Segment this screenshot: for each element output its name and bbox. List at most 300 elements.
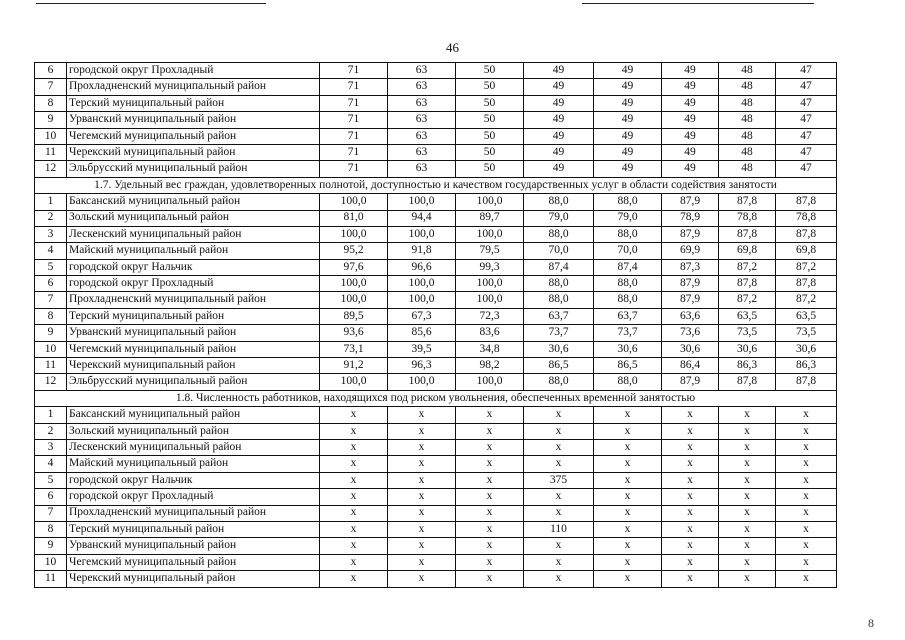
value-cell: 47 xyxy=(776,79,837,95)
value-cell: 47 xyxy=(776,63,837,79)
row-number: 6 xyxy=(35,63,67,79)
table-row xyxy=(35,210,837,226)
value-cell: 63,7 xyxy=(524,308,594,324)
value-cell: 87,9 xyxy=(662,226,719,242)
value-cell: 63,5 xyxy=(719,308,776,324)
table-row xyxy=(35,505,837,521)
value-cell: 63 xyxy=(388,144,456,160)
value-cell: x xyxy=(719,538,776,554)
value-cell: 49 xyxy=(662,95,719,111)
value-cell: 81,0 xyxy=(320,210,388,226)
value-cell: 87,2 xyxy=(776,259,837,275)
value-cell: x xyxy=(456,489,524,505)
value-cell: 71 xyxy=(320,161,388,177)
value-cell: x xyxy=(524,505,594,521)
municipality-name: Черекский муниципальный район xyxy=(67,571,320,587)
value-cell: 63 xyxy=(388,95,456,111)
table-row xyxy=(35,571,837,587)
value-cell: 73,7 xyxy=(524,325,594,341)
row-number: 6 xyxy=(35,276,67,292)
value-cell: x xyxy=(594,439,662,455)
value-cell: x xyxy=(388,538,456,554)
value-cell: 49 xyxy=(524,144,594,160)
value-cell: 100,0 xyxy=(456,276,524,292)
value-cell: 63 xyxy=(388,112,456,128)
value-cell: x xyxy=(594,423,662,439)
value-cell: 63 xyxy=(388,63,456,79)
value-cell: 88,0 xyxy=(594,194,662,210)
row-number: 12 xyxy=(35,374,67,390)
value-cell: 87,8 xyxy=(776,194,837,210)
table-row xyxy=(35,472,837,488)
value-cell: 39,5 xyxy=(388,341,456,357)
value-cell: 73,1 xyxy=(320,341,388,357)
row-number: 11 xyxy=(35,358,67,374)
row-number: 9 xyxy=(35,538,67,554)
value-cell: 100,0 xyxy=(388,292,456,308)
table-row xyxy=(35,292,837,308)
value-cell: 100,0 xyxy=(456,194,524,210)
value-cell: 48 xyxy=(719,144,776,160)
table-body xyxy=(35,63,837,588)
section-title: 1.7. Удельный вес граждан, удовлетворенных полнотой, доступностью и качеством государственных услуг в области содействия занятости xyxy=(35,177,837,193)
value-cell: 49 xyxy=(662,63,719,79)
value-cell: 50 xyxy=(456,128,524,144)
value-cell: 97,6 xyxy=(320,259,388,275)
value-cell: 47 xyxy=(776,144,837,160)
value-cell: x xyxy=(719,423,776,439)
table-row xyxy=(35,128,837,144)
row-number: 1 xyxy=(35,407,67,423)
table-row xyxy=(35,259,837,275)
municipality-name: Прохладненский муниципальный район xyxy=(67,292,320,308)
row-number: 7 xyxy=(35,505,67,521)
row-number: 4 xyxy=(35,456,67,472)
value-cell: 89,5 xyxy=(320,308,388,324)
municipality-name: Терский муниципальный район xyxy=(67,521,320,537)
value-cell: x xyxy=(662,538,719,554)
value-cell: 63,5 xyxy=(776,308,837,324)
value-cell: 30,6 xyxy=(524,341,594,357)
municipality-name: городской округ Прохладный xyxy=(67,276,320,292)
value-cell: x xyxy=(388,521,456,537)
row-number: 7 xyxy=(35,292,67,308)
value-cell: 87,2 xyxy=(776,292,837,308)
value-cell: 49 xyxy=(662,128,719,144)
value-cell: 96,3 xyxy=(388,358,456,374)
municipality-name: Эльбрусский муниципальный район xyxy=(67,161,320,177)
row-number: 8 xyxy=(35,95,67,111)
value-cell: 87,8 xyxy=(719,374,776,390)
value-cell: 88,0 xyxy=(524,292,594,308)
value-cell: 47 xyxy=(776,95,837,111)
value-cell: 49 xyxy=(524,161,594,177)
value-cell: x xyxy=(594,456,662,472)
value-cell: 88,0 xyxy=(594,292,662,308)
table-row xyxy=(35,112,837,128)
value-cell: x xyxy=(524,489,594,505)
value-cell: 49 xyxy=(524,128,594,144)
value-cell: x xyxy=(719,554,776,570)
value-cell: 71 xyxy=(320,63,388,79)
value-cell: x xyxy=(594,472,662,488)
value-cell: 87,8 xyxy=(776,374,837,390)
value-cell: 87,9 xyxy=(662,194,719,210)
table-row xyxy=(35,538,837,554)
value-cell: 70,0 xyxy=(594,243,662,259)
value-cell: x xyxy=(456,554,524,570)
value-cell: 375 xyxy=(524,472,594,488)
value-cell: 94,4 xyxy=(388,210,456,226)
value-cell: 69,8 xyxy=(776,243,837,259)
value-cell: x xyxy=(456,407,524,423)
value-cell: 98,2 xyxy=(456,358,524,374)
value-cell: x xyxy=(594,571,662,587)
value-cell: 50 xyxy=(456,79,524,95)
value-cell: 63 xyxy=(388,161,456,177)
table-row xyxy=(35,308,837,324)
value-cell: 79,0 xyxy=(594,210,662,226)
value-cell: x xyxy=(456,439,524,455)
value-cell: x xyxy=(662,489,719,505)
row-number: 1 xyxy=(35,194,67,210)
page-number: 46 xyxy=(446,40,459,55)
row-number: 9 xyxy=(35,325,67,341)
value-cell: 89,7 xyxy=(456,210,524,226)
header-rule-right xyxy=(582,3,814,4)
row-number: 8 xyxy=(35,308,67,324)
value-cell: 86,5 xyxy=(524,358,594,374)
value-cell: 87,3 xyxy=(662,259,719,275)
value-cell: x xyxy=(388,407,456,423)
row-number: 5 xyxy=(35,259,67,275)
municipality-name: Зольский муниципальный район xyxy=(67,423,320,439)
table-row xyxy=(35,439,837,455)
value-cell: 73,5 xyxy=(719,325,776,341)
value-cell: 69,8 xyxy=(719,243,776,259)
value-cell: 78,8 xyxy=(776,210,837,226)
value-cell: 48 xyxy=(719,95,776,111)
value-cell: 95,2 xyxy=(320,243,388,259)
municipality-name: Урванский муниципальный район xyxy=(67,325,320,341)
value-cell: x xyxy=(776,407,837,423)
row-number: 10 xyxy=(35,128,67,144)
value-cell: 88,0 xyxy=(524,226,594,242)
value-cell: 71 xyxy=(320,144,388,160)
value-cell: x xyxy=(662,571,719,587)
value-cell: 48 xyxy=(719,128,776,144)
table-row xyxy=(35,144,837,160)
value-cell: x xyxy=(320,489,388,505)
value-cell: 100,0 xyxy=(320,276,388,292)
value-cell: x xyxy=(320,407,388,423)
value-cell: 100,0 xyxy=(320,226,388,242)
value-cell: 63 xyxy=(388,79,456,95)
section-row xyxy=(35,390,837,406)
value-cell: 48 xyxy=(719,161,776,177)
section-row xyxy=(35,177,837,193)
value-cell: 88,0 xyxy=(594,374,662,390)
value-cell: x xyxy=(388,439,456,455)
value-cell: x xyxy=(776,571,837,587)
table-row xyxy=(35,358,837,374)
value-cell: 49 xyxy=(594,128,662,144)
value-cell: x xyxy=(719,439,776,455)
value-cell: 87,9 xyxy=(662,276,719,292)
table-row xyxy=(35,243,837,259)
table-row xyxy=(35,341,837,357)
row-number: 5 xyxy=(35,472,67,488)
value-cell: 49 xyxy=(524,79,594,95)
municipality-name: Лескенский муниципальный район xyxy=(67,439,320,455)
value-cell: 85,6 xyxy=(388,325,456,341)
value-cell: 100,0 xyxy=(456,374,524,390)
value-cell: x xyxy=(456,472,524,488)
value-cell: 110 xyxy=(524,521,594,537)
value-cell: 30,6 xyxy=(594,341,662,357)
value-cell: x xyxy=(456,423,524,439)
value-cell: x xyxy=(662,439,719,455)
value-cell: x xyxy=(662,521,719,537)
value-cell: 78,9 xyxy=(662,210,719,226)
municipality-name: Черекский муниципальный район xyxy=(67,144,320,160)
value-cell: x xyxy=(594,505,662,521)
value-cell: x xyxy=(662,554,719,570)
value-cell: 73,7 xyxy=(594,325,662,341)
value-cell: 88,0 xyxy=(524,374,594,390)
municipality-name: Баксанский муниципальный район xyxy=(67,407,320,423)
table-row xyxy=(35,95,837,111)
value-cell: 30,6 xyxy=(662,341,719,357)
value-cell: 50 xyxy=(456,144,524,160)
municipality-name: Терский муниципальный район xyxy=(67,95,320,111)
row-number: 4 xyxy=(35,243,67,259)
value-cell: 88,0 xyxy=(594,276,662,292)
row-number: 11 xyxy=(35,144,67,160)
value-cell: 87,8 xyxy=(776,276,837,292)
value-cell: 30,6 xyxy=(776,341,837,357)
header-rule-left xyxy=(36,3,266,4)
value-cell: 49 xyxy=(662,79,719,95)
table-row xyxy=(35,407,837,423)
value-cell: 87,9 xyxy=(662,374,719,390)
row-number: 9 xyxy=(35,112,67,128)
value-cell: 100,0 xyxy=(456,292,524,308)
value-cell: x xyxy=(456,538,524,554)
value-cell: 99,3 xyxy=(456,259,524,275)
municipality-name: городской округ Нальчик xyxy=(67,472,320,488)
corner-mark: 8 xyxy=(868,616,874,630)
value-cell: x xyxy=(776,505,837,521)
value-cell: 87,9 xyxy=(662,292,719,308)
value-cell: x xyxy=(594,538,662,554)
value-cell: x xyxy=(320,554,388,570)
value-cell: 100,0 xyxy=(388,374,456,390)
value-cell: 70,0 xyxy=(524,243,594,259)
row-number: 2 xyxy=(35,423,67,439)
municipality-name: Прохладненский муниципальный район xyxy=(67,79,320,95)
value-cell: 49 xyxy=(524,112,594,128)
value-cell: 47 xyxy=(776,161,837,177)
row-number: 12 xyxy=(35,161,67,177)
value-cell: 86,3 xyxy=(719,358,776,374)
value-cell: x xyxy=(776,423,837,439)
value-cell: x xyxy=(719,521,776,537)
value-cell: 83,6 xyxy=(456,325,524,341)
value-cell: 71 xyxy=(320,95,388,111)
table-row xyxy=(35,456,837,472)
value-cell: 87,8 xyxy=(719,226,776,242)
municipality-name: Прохладненский муниципальный район xyxy=(67,505,320,521)
value-cell: x xyxy=(320,423,388,439)
value-cell: x xyxy=(320,521,388,537)
value-cell: x xyxy=(388,472,456,488)
municipality-name: Чегемский муниципальный район xyxy=(67,554,320,570)
value-cell: 49 xyxy=(594,95,662,111)
value-cell: x xyxy=(456,505,524,521)
value-cell: x xyxy=(719,472,776,488)
row-number: 10 xyxy=(35,341,67,357)
value-cell: 63,6 xyxy=(662,308,719,324)
municipality-name: Лескенский муниципальный район xyxy=(67,226,320,242)
value-cell: 49 xyxy=(594,112,662,128)
value-cell: x xyxy=(594,554,662,570)
value-cell: 100,0 xyxy=(388,194,456,210)
value-cell: x xyxy=(719,489,776,505)
row-number: 3 xyxy=(35,226,67,242)
value-cell: x xyxy=(594,489,662,505)
value-cell: 86,4 xyxy=(662,358,719,374)
value-cell: 100,0 xyxy=(320,292,388,308)
table-row xyxy=(35,489,837,505)
value-cell: x xyxy=(524,456,594,472)
value-cell: 91,2 xyxy=(320,358,388,374)
value-cell: 48 xyxy=(719,63,776,79)
value-cell: x xyxy=(719,505,776,521)
table-row xyxy=(35,423,837,439)
value-cell: 71 xyxy=(320,128,388,144)
value-cell: x xyxy=(776,521,837,537)
value-cell: x xyxy=(388,571,456,587)
value-cell: 49 xyxy=(524,63,594,79)
value-cell: 79,5 xyxy=(456,243,524,259)
value-cell: 30,6 xyxy=(719,341,776,357)
value-cell: x xyxy=(776,439,837,455)
table-row xyxy=(35,79,837,95)
value-cell: x xyxy=(719,456,776,472)
row-number: 2 xyxy=(35,210,67,226)
value-cell: 96,6 xyxy=(388,259,456,275)
value-cell: 78,8 xyxy=(719,210,776,226)
value-cell: 47 xyxy=(776,128,837,144)
value-cell: x xyxy=(662,472,719,488)
municipality-name: Эльбрусский муниципальный район xyxy=(67,374,320,390)
municipality-name: Чегемский муниципальный район xyxy=(67,128,320,144)
value-cell: x xyxy=(524,423,594,439)
table-row xyxy=(35,63,837,79)
table-row xyxy=(35,226,837,242)
value-cell: 48 xyxy=(719,79,776,95)
table-row xyxy=(35,521,837,537)
value-cell: 47 xyxy=(776,112,837,128)
value-cell: 73,5 xyxy=(776,325,837,341)
table-row xyxy=(35,374,837,390)
value-cell: 100,0 xyxy=(388,226,456,242)
value-cell: x xyxy=(662,505,719,521)
value-cell: x xyxy=(719,407,776,423)
municipality-name: городской округ Нальчик xyxy=(67,259,320,275)
value-cell: x xyxy=(524,439,594,455)
municipality-name: Терский муниципальный район xyxy=(67,308,320,324)
municipality-name: Чегемский муниципальный район xyxy=(67,341,320,357)
value-cell: x xyxy=(776,472,837,488)
table-row xyxy=(35,554,837,570)
value-cell: 100,0 xyxy=(456,226,524,242)
value-cell: x xyxy=(388,456,456,472)
table-row xyxy=(35,161,837,177)
value-cell: 100,0 xyxy=(320,374,388,390)
value-cell: 93,6 xyxy=(320,325,388,341)
municipality-name: Урванский муниципальный район xyxy=(67,112,320,128)
value-cell: 86,3 xyxy=(776,358,837,374)
value-cell: x xyxy=(456,521,524,537)
value-cell: 87,4 xyxy=(594,259,662,275)
value-cell: 63,7 xyxy=(594,308,662,324)
municipality-name: городской округ Прохладный xyxy=(67,489,320,505)
value-cell: x xyxy=(320,472,388,488)
value-cell: x xyxy=(776,554,837,570)
value-cell: x xyxy=(320,505,388,521)
municipality-name: городской округ Прохладный xyxy=(67,63,320,79)
value-cell: 87,4 xyxy=(524,259,594,275)
value-cell: x xyxy=(388,554,456,570)
value-cell: 87,8 xyxy=(776,226,837,242)
row-number: 6 xyxy=(35,489,67,505)
row-number: 3 xyxy=(35,439,67,455)
value-cell: 73,6 xyxy=(662,325,719,341)
value-cell: 100,0 xyxy=(388,276,456,292)
value-cell: x xyxy=(388,505,456,521)
value-cell: 49 xyxy=(594,63,662,79)
value-cell: 86,5 xyxy=(594,358,662,374)
value-cell: x xyxy=(388,489,456,505)
value-cell: 91,8 xyxy=(388,243,456,259)
row-number: 8 xyxy=(35,521,67,537)
value-cell: 72,3 xyxy=(456,308,524,324)
value-cell: 87,8 xyxy=(719,276,776,292)
municipality-name: Черекский муниципальный район xyxy=(67,358,320,374)
municipality-name: Зольский муниципальный район xyxy=(67,210,320,226)
value-cell: 50 xyxy=(456,112,524,128)
value-cell: x xyxy=(719,571,776,587)
value-cell: x xyxy=(524,571,594,587)
value-cell: x xyxy=(594,521,662,537)
value-cell: 79,0 xyxy=(524,210,594,226)
value-cell: 50 xyxy=(456,95,524,111)
table-row xyxy=(35,325,837,341)
value-cell: x xyxy=(776,456,837,472)
section-title: 1.8. Численность работников, находящихся под риском увольнения, обеспеченных временной занятостью xyxy=(35,390,837,406)
value-cell: x xyxy=(662,456,719,472)
municipality-name: Майский муниципальный район xyxy=(67,456,320,472)
value-cell: 49 xyxy=(524,95,594,111)
municipality-name: Майский муниципальный район xyxy=(67,243,320,259)
row-number: 7 xyxy=(35,79,67,95)
value-cell: 87,2 xyxy=(719,292,776,308)
value-cell: 63 xyxy=(388,128,456,144)
table-row xyxy=(35,194,837,210)
value-cell: x xyxy=(456,571,524,587)
